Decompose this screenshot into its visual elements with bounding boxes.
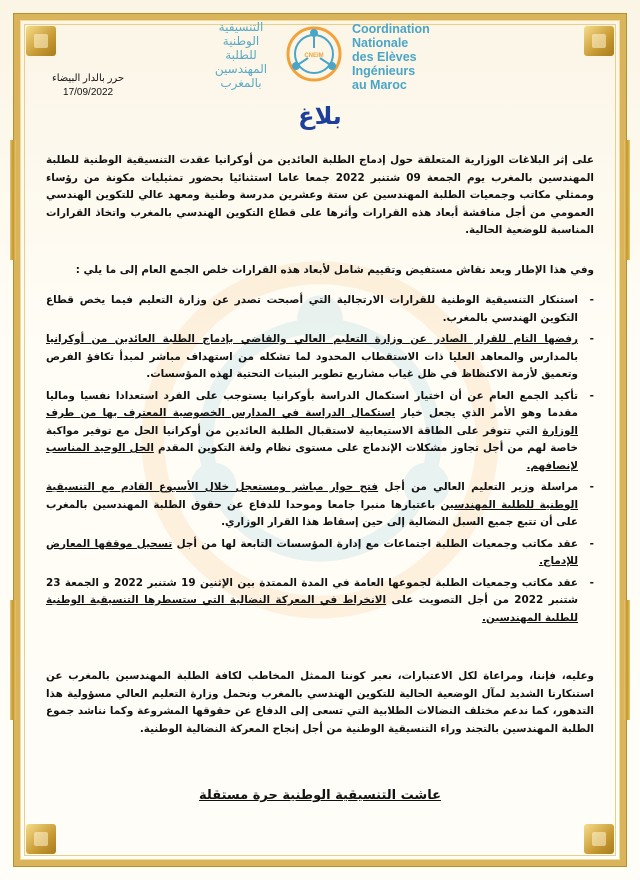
item-underlined-text: تسجيل موقفها المعارض للإدماج. (46, 537, 578, 567)
item-underlined-text: الانخراط في المعركة النضالية التي ستسطرها التنسيقية الوطنية للطلبة المهندسين. (46, 594, 578, 624)
logo-fr-line: des Elèves (352, 50, 417, 64)
item-text: عقد مكاتب وجمعيات الطلبة لجموعها العامة في المدة الممتدة بين الإثنين 19 شتنبر 2022 و الجمعة 23 شتنبر 2022 من أجل التصويت على (46, 576, 578, 606)
logo-fr-line: Nationale (352, 36, 409, 50)
logo-french-text (352, 22, 472, 92)
logo-ar-line: للطلبة (225, 48, 257, 62)
item-underlined-text: رفضها التام للقرار الصادر عن وزارة التعليم العالي والقاضي بإدماج الطلبة العائدين من أوكرانيا (46, 333, 578, 345)
closing-paragraph: وعليه، فإننا، ومراعاة لكل الاعتبارات، نعبر كوننا الممثل المخاطب لكافة الطلبة المهندسين بالمغرب عن استنكارنا الشديد لمآل الوضعية الحالية للتكوين الهندسي بالمغرب ونحمل وزارة التعليم العالي مسؤولية هذا التدهور، كما ندعم مختلف النضالات الطلابية التي تسعى إلى الدفاع عن حقوقها المشروعة وكما نناشد جموع الطلبة المهندسين بالتجند وراء التنسيقية الوطنية من أجل إنجاح المعركة النضالية الوطنية. (46, 670, 594, 735)
date-block (52, 72, 124, 100)
item-underlined-text: الحل الوحيد المناسب لإنصافهم. (46, 442, 578, 472)
item-text: التي تتوفر على الطاقة الاستيعابية لاستقبال الطلبة العائدين من أوكرانيا الحل مع توفير مواكبة خاصة لهم من أجل تجاوز مشكلات الإندماج على مستوى نظام ولغة التكوين المقدم (46, 424, 578, 454)
logo-ar-line: بالمغرب (220, 76, 262, 90)
intro-paragraph: على إثر البلاغات الوزارية المتعلقة حول إدماج الطلبة العائدين من أوكرانيا عقدت التنسيقية الوطنية للطلبة المهندسين بالمغرب يوم الجمعة 09 شتنبر 2022 جمعا عاما استثنائيا بحضور تمثيليات مكونة من رؤساء وممثلي مكاتب وجمعيات الطلبة المهندسين عن ستة وعشرين مدرسة وطنية ومعهد عالي للتكوين الهندسي العمومي من أجل مناقشة أبعاد هذه القرارات وأثرها على قطاع التكوين الهندسي بالمغرب واتخاذ القرارات المناسبة للوضعية الحالية. (46, 154, 594, 236)
frame-side-ornament (624, 140, 630, 260)
item-text: عقد مكاتب وجمعيات الطلبة اجتماعات مع إدارة المؤسسات التابعة لها من أجل (172, 537, 578, 550)
item-text: باعتبارها منبرا جامعا وموحدا للدفاع عن حقوق الطلبة المهندسين بالمغرب على أن تتبع جميع السبل النضالية إلى حين إسقاط هذا القرار الوزاري. (46, 498, 578, 528)
frame-side-ornament (10, 140, 16, 260)
list-item (46, 536, 594, 571)
logo-ar-line: الوطنية (222, 34, 260, 48)
item-text: بالمدارس والمعاهد العليا ذات الاستقطاب المحدود لما تشكله من استهداف مباشر لمبدأ تكافؤ الفرص وتعميق لأزمة الاكتظاظ في ظل غياب مشاريع تطوير البنيات التحتية لهذه المؤسسات. (46, 350, 578, 380)
logo-fr-line: Coordination (352, 22, 430, 36)
cneim-logo-icon (284, 24, 344, 84)
item-text: تأكيد الجمع العام عن أن اختيار استكمال الدراسة بأوكرانيا يستوجب على الفرد استعدادا نفسيا وماليا مقدما وهو الأمر الذي يجعل خيار (46, 389, 578, 419)
logo-fr-line: au Maroc (352, 78, 407, 92)
list-item (46, 292, 594, 327)
list-item (46, 479, 594, 532)
issue-place: حرر بالدار البيضاء (52, 73, 125, 84)
list-item (46, 388, 594, 476)
letterhead (0, 18, 640, 98)
logo-emblem-text: CNEIM (304, 53, 324, 59)
logo-fr-line: Ingénieurs (352, 64, 416, 78)
document-title: بلاغ (298, 102, 342, 130)
closing-slogan: عاشت التنسيقية الوطنية حرة مستقلة (199, 788, 441, 803)
frame-side-ornament (10, 600, 16, 720)
item-text: مراسلة وزير التعليم العالي من أجل (378, 481, 579, 493)
logo-ar-line: المهندسين (214, 62, 268, 76)
list-item (46, 575, 594, 628)
list-item (46, 331, 594, 384)
logo-ar-line: التنسيقية (218, 20, 264, 34)
issue-date: 17/09/2022 (63, 87, 114, 98)
logo-arabic-text (200, 20, 282, 90)
decisions-list (46, 292, 594, 631)
item-underlined-text: استكمال الدراسة في المدارس الخصوصية المعترف بها من طرف الوزارة (46, 407, 578, 437)
frame-side-ornament (624, 600, 630, 720)
item-text: استنكار التنسيقية الوطنية للقرارات الارتجالية التي أصبحت تصدر عن وزارة التعليم فيما يخص قطاع التكوين الهندسي بالمغرب. (46, 294, 578, 324)
item-underlined-text: فتح حوار مباشر ومستعجل خلال الأسبوع القادم مع التنسيقية الوطنية للطلبة المهندسين (46, 481, 579, 511)
lead-sentence: وفي هذا الإطار وبعد نقاش مستفيض وتقييم شامل لأبعاد هذه القرارات خلص الجمع العام إلى ما يلي : (75, 264, 594, 276)
